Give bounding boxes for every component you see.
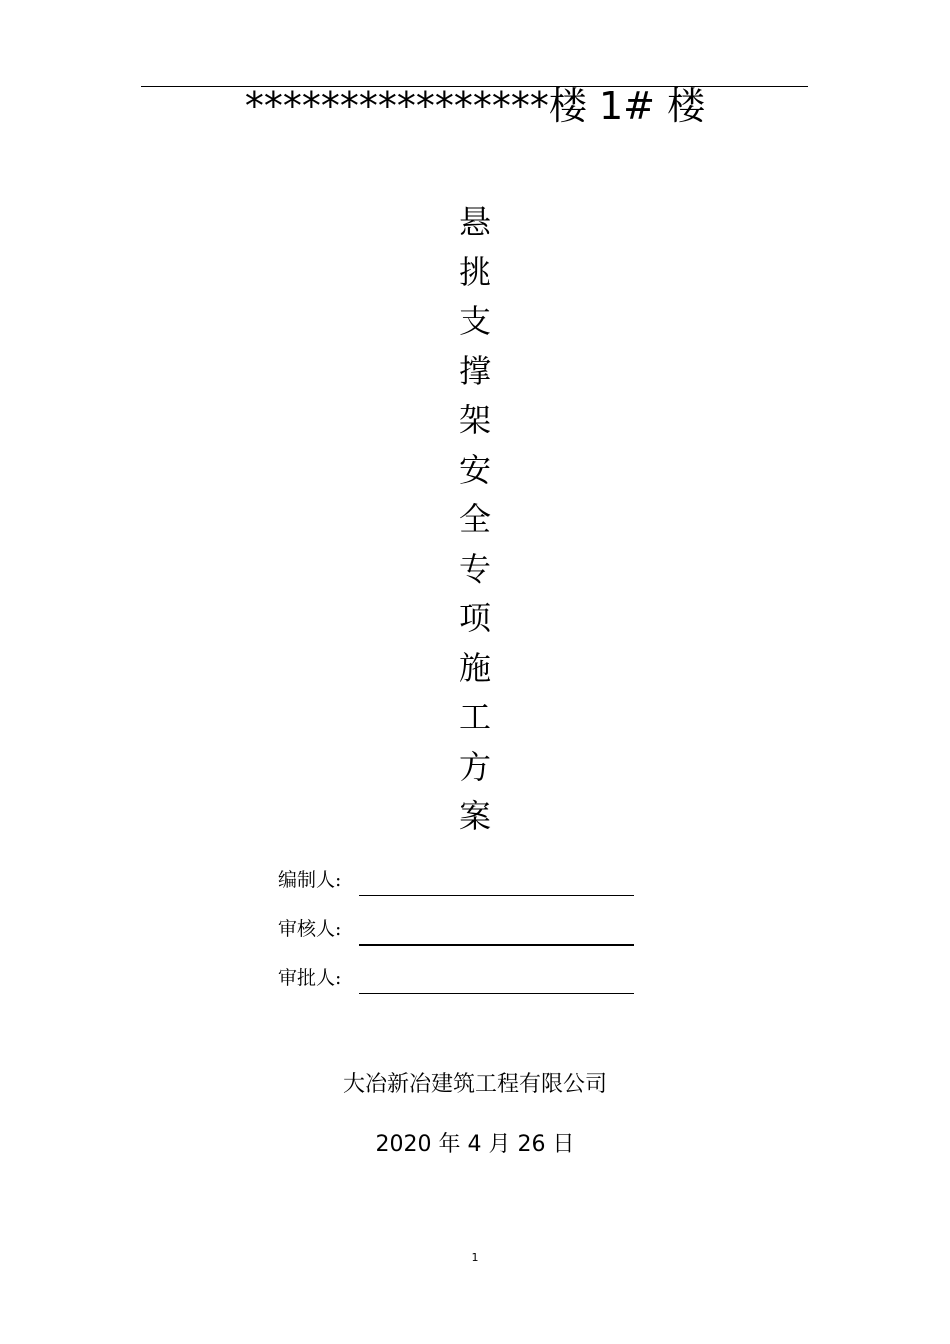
title-char: 方 — [458, 747, 491, 786]
title-char: 撑 — [458, 351, 491, 390]
compiler-label: 编制人: — [278, 869, 342, 891]
title-char: 项 — [458, 599, 491, 637]
compiler-signature-line[interactable] — [359, 895, 634, 896]
company-name: 大冶新冶建筑工程有限公司 — [342, 1072, 607, 1097]
approver-row — [278, 964, 638, 994]
title-char: 案 — [458, 797, 491, 835]
title-char: 挑 — [458, 252, 491, 291]
compiler-row — [278, 866, 638, 896]
title-char: 支 — [458, 302, 491, 340]
title-char: 施 — [458, 648, 491, 687]
page-number: 1 — [471, 1251, 479, 1264]
reviewer-label: 审核人: — [278, 918, 342, 940]
title-char: 悬 — [458, 203, 491, 241]
header-title: ****************楼 1# 楼 — [244, 84, 706, 128]
approver-label: 审批人: — [278, 967, 342, 989]
title-char: 工 — [458, 698, 491, 736]
approver-signature-line[interactable] — [359, 993, 634, 994]
document-title — [445, 198, 505, 842]
title-char: 架 — [458, 401, 491, 439]
document-date: 2020 年 4 月 26 日 — [375, 1132, 575, 1157]
title-char: 全 — [458, 500, 491, 538]
title-char: 专 — [458, 549, 491, 588]
title-char: 安 — [458, 450, 491, 489]
reviewer-signature-line[interactable] — [359, 944, 634, 946]
reviewer-row — [278, 915, 638, 945]
